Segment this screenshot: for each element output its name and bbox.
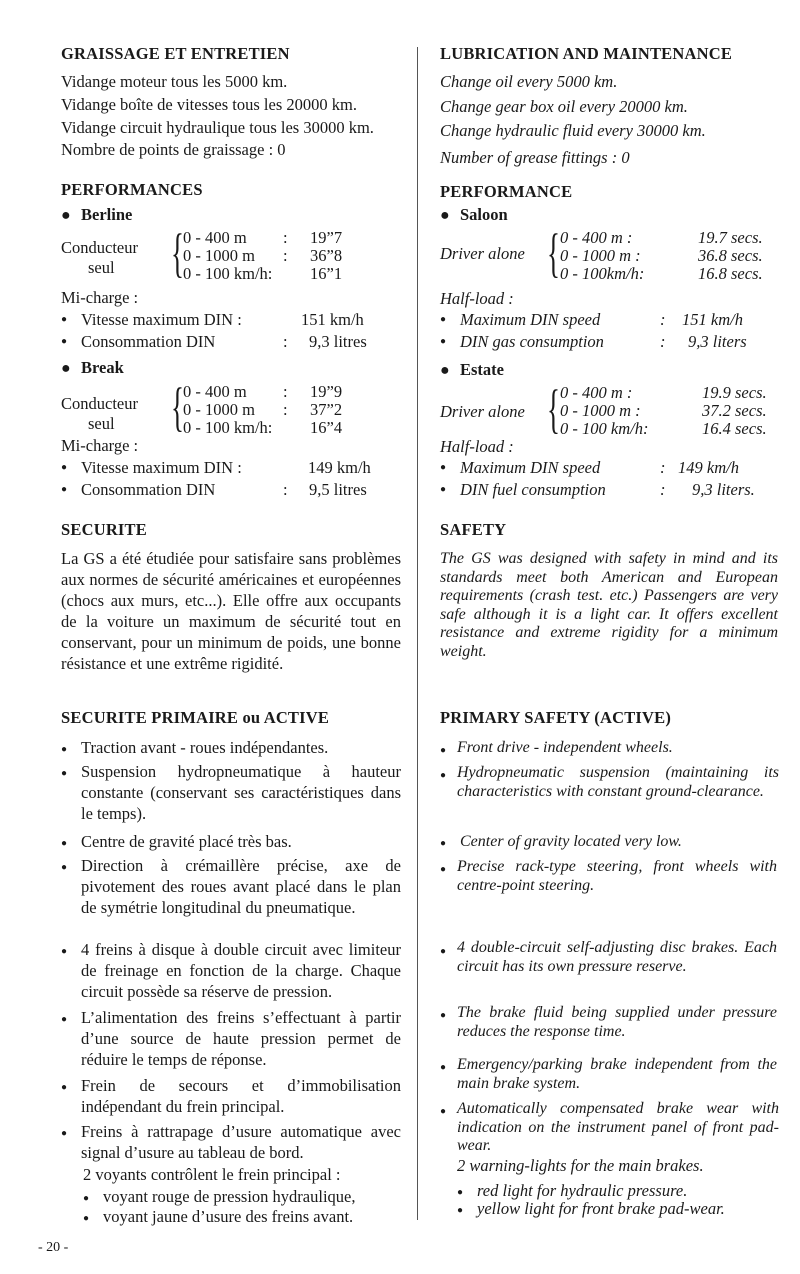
bullet-icon: ● [83,1213,90,1224]
brace-icon: { [547,379,560,439]
section-title-active-safety-en: PRIMARY SAFETY (ACTIVE) [440,708,672,727]
accel-range: 0 - 400 m : [560,383,633,402]
consumption-value: 9,3 liters. [692,480,755,499]
accel-range: 0 - 1000 m : [560,246,641,265]
accel-value: 19”7 [310,228,343,247]
list-item: Front drive - independent wheels. [457,739,673,756]
accel-sep: : [283,400,288,419]
accel-range: 0 - 100 km/h: [183,418,273,437]
consumption-sep: : [660,480,666,499]
consumption-sep: : [283,480,288,499]
safety-paragraph: The GS was designed with safety in mind and its standards meet both American and European requirements (crash test. etc.) Passengers are very safe although it is a light car. It offers excellent resistance and extreme rigidity for a minimum weight. [440,550,778,660]
consumption-value: 9,3 litres [309,332,367,351]
driver-label: Conducteur [61,394,138,413]
bullet-icon: ● [440,362,450,379]
list-item: Suspension hydropneumatique à hauteur constante (conservant ses caractéristiques dans le temps). [81,762,401,823]
list-item: Hydropneumatic suspension (maintaining its characteristics with constant ground-clearance. [457,764,779,800]
max-speed-label: Maximum DIN speed [460,458,601,477]
half-load-label: Half-load : [440,289,514,308]
list-item: Precise rack-type steering, front wheels with centre-point steering. [457,858,777,894]
list-item: Emergency/parking brake independent from the main brake system. [457,1056,777,1092]
driver-label: seul [88,414,115,433]
brace-icon: { [547,223,560,283]
half-load-label: Mi-charge : [61,288,139,307]
bullet-icon: ● [61,462,68,473]
accel-range: 0 - 400 m [183,228,247,247]
bullet-icon: ● [440,770,447,781]
accel-value: 16.8 secs. [698,264,763,283]
accel-value: 37”2 [310,400,343,419]
driver-label: Driver alone [440,244,525,263]
accel-value: 16”1 [310,264,343,283]
driver-label: Driver alone [440,402,525,421]
accel-range: 0 - 100 km/h: [560,419,649,438]
section-title-safety-fr: SECURITE [61,520,147,539]
accel-range: 0 - 1000 m : [560,401,641,420]
bullet-icon: ● [440,336,447,347]
bullet-icon: ● [440,1010,447,1021]
bullet-icon: ● [61,1128,68,1139]
consumption-label: DIN gas consumption [460,332,604,351]
bullet-icon: ● [440,314,447,325]
bullet-icon: ● [440,484,447,495]
list-item: Automatically compensated brake wear with indication on the instrument panel of front pad-wear. [457,1100,779,1154]
bullet-icon: ● [440,946,447,957]
max-speed-value: 149 km/h [678,458,739,477]
bullet-icon: ● [61,744,68,755]
maintenance-line: Number of grease fittings : 0 [440,148,630,167]
bullet-icon: ● [440,864,447,875]
list-item: 4 freins à disque à double circuit avec limiteur de freinage en fonction de la charge. Chaque circuit possède sa réserve de pression. [81,940,401,1001]
bullet-icon: ● [61,1082,68,1093]
accel-sep: : [283,382,288,401]
list-item: The brake fluid being supplied under pressure reduces the response time. [457,1004,777,1040]
half-load-label: Half-load : [440,437,514,456]
half-load-label: Mi-charge : [61,436,139,455]
list-item: Center of gravity located very low. [460,833,682,850]
maintenance-line: Vidange moteur tous les 5000 km. [61,72,288,91]
accel-range: 0 - 1000 m [183,400,255,419]
accel-range: 0 - 100km/h: [560,264,645,283]
bullet-icon: ● [61,360,71,377]
consumption-sep: : [660,332,666,351]
list-item: L’alimentation des freins s’effectuant à partir d’une source de haute pression permet de réduire le temps de réponse. [81,1008,401,1069]
consumption-label: Consommation DIN [81,332,216,351]
max-speed-sep: : [660,458,666,477]
warning-intro: 2 warning-lights for the main brakes. [457,1156,704,1175]
variant-label-estate: Estate [460,360,504,379]
bullet-icon: ● [457,1205,464,1216]
bullet-icon: ● [61,336,68,347]
column-divider [417,47,418,1220]
accel-range: 0 - 400 m : [560,228,633,247]
accel-value: 16.4 secs. [702,419,767,438]
max-speed-value: 151 km/h [682,310,743,329]
brace-icon: { [171,377,184,437]
bullet-icon: ● [61,862,68,873]
max-speed-value: 149 km/h [308,458,371,477]
list-item: Centre de gravité placé très bas. [81,832,292,851]
accel-value: 19.7 secs. [698,228,763,247]
list-item: Freins à rattrapage d’usure automatique avec signal d’usure au tableau de bord. [81,1122,401,1162]
section-title-performance-en: PERFORMANCE [440,182,573,201]
accel-range: 0 - 400 m [183,382,247,401]
maintenance-line: Change oil every 5000 km. [440,72,618,91]
warning-item: voyant jaune d’usure des freins avant. [103,1207,354,1226]
section-title-performance-fr: PERFORMANCES [61,180,203,199]
consumption-label: DIN fuel consumption [460,480,606,499]
bullet-icon: ● [61,207,71,224]
bullet-icon: ● [61,838,68,849]
consumption-value: 9,3 liters [688,332,747,351]
maintenance-line: Nombre de points de graissage : 0 [61,140,286,159]
bullet-icon: ● [440,207,450,224]
maintenance-line: Change hydraulic fluid every 30000 km. [440,121,706,140]
warning-item: red light for hydraulic pressure. [477,1181,688,1200]
accel-value: 19”9 [310,382,343,401]
warning-item: voyant rouge de pression hydraulique, [103,1187,356,1206]
consumption-sep: : [283,332,288,351]
page-number: - 20 - [38,1240,69,1255]
bullet-icon: ● [61,314,68,325]
brace-icon: { [171,223,184,283]
section-title-maintenance-fr: GRAISSAGE ET ENTRETIEN [61,44,290,63]
consumption-value: 9,5 litres [309,480,367,499]
maintenance-line: Vidange boîte de vitesses tous les 20000 km. [61,95,357,114]
warning-intro: 2 voyants contrôlent le frein principal : [83,1165,341,1184]
maintenance-line: Change gear box oil every 20000 km. [440,97,688,116]
accel-value: 37.2 secs. [702,401,767,420]
section-title-safety-en: SAFETY [440,520,507,539]
maintenance-line: Vidange circuit hydraulique tous les 30000 km. [61,118,374,137]
warning-item: yellow light for front brake pad-wear. [477,1199,725,1218]
driver-label: seul [88,258,115,277]
max-speed-label: Vitesse maximum DIN : [81,310,242,329]
driver-label: Conducteur [61,238,138,257]
section-title-active-safety-fr: SECURITE PRIMAIRE ou ACTIVE [61,708,330,727]
variant-label-break: Break [81,358,124,377]
list-item: Direction à crémaillère précise, axe de pivotement des roues avant placé dans le plan de symétrie longitudinal du pneumatique. [81,856,401,917]
bullet-icon: ● [440,1106,447,1117]
bullet-icon: ● [440,462,447,473]
bullet-icon: ● [440,745,447,756]
variant-label-berline: Berline [81,205,133,224]
bullet-icon: ● [61,484,68,495]
accel-value: 36.8 secs. [698,246,763,265]
accel-range: 0 - 100 km/h: [183,264,273,283]
accel-sep: : [283,246,288,265]
bullet-icon: ● [440,838,447,849]
list-item: Traction avant - roues indépendantes. [81,738,329,757]
consumption-label: Consommation DIN [81,480,216,499]
accel-value: 36”8 [310,246,343,265]
bullet-icon: ● [61,768,68,779]
bullet-icon: ● [440,1062,447,1073]
accel-sep: : [283,228,288,247]
max-speed-label: Maximum DIN speed [460,310,601,329]
bullet-icon: ● [61,946,68,957]
max-speed-label: Vitesse maximum DIN : [81,458,242,477]
accel-range: 0 - 1000 m [183,246,255,265]
safety-paragraph: La GS a été étudiée pour satisfaire sans problèmes aux normes de sécurité américaines et européennes (chocs aux murs, etc...). Elle offre aux occupants de la voiture un maximum de sécurité tout en conservant, pour un minimum de poids, une bonne résistance et une extrême rigidité. [61,549,401,673]
accel-value: 19.9 secs. [702,383,767,402]
list-item: Frein de secours et d’immobilisation indépendant du frein principal. [81,1076,401,1116]
accel-value: 16”4 [310,418,343,437]
bullet-icon: ● [457,1187,464,1198]
max-speed-sep: : [660,310,666,329]
bullet-icon: ● [83,1193,90,1204]
bullet-icon: ● [61,1014,68,1025]
max-speed-value: 151 km/h [301,310,364,329]
list-item: 4 double-circuit self-adjusting disc brakes. Each circuit has its own pressure reserve. [457,939,777,975]
section-title-maintenance-en: LUBRICATION AND MAINTENANCE [440,44,733,63]
variant-label-saloon: Saloon [460,205,508,224]
